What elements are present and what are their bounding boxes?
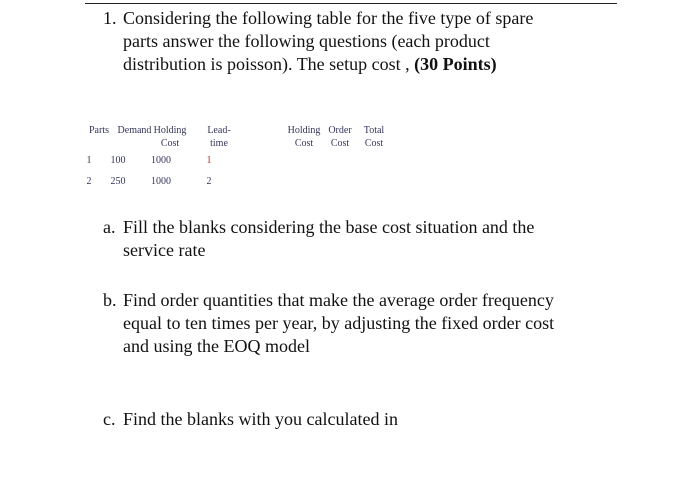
question-b xyxy=(103,289,643,358)
question-a-line-2: service rate xyxy=(123,240,206,260)
question-1-text xyxy=(103,7,623,76)
header-order-cost-line2: Cost xyxy=(330,138,350,149)
question-b-label: b. xyxy=(103,290,117,310)
question-c-line-1: Find the blanks with you calculated in xyxy=(123,409,398,429)
header-parts: Parts xyxy=(89,125,109,136)
question-a-line-1: Fill the blanks considering the base cost situation and the xyxy=(123,217,535,237)
question-1-number: 1. xyxy=(103,8,117,28)
question-c-text xyxy=(103,408,623,431)
header-holding-cost-line1: Holding xyxy=(153,125,187,136)
row-1-lead-time: 1 xyxy=(206,155,212,166)
row-2-part: 2 xyxy=(86,176,92,187)
question-b-line-1: Find order quantities that make the average order frequency xyxy=(123,290,554,310)
question-b-line-3: and using the EOQ model xyxy=(123,336,310,356)
question-a xyxy=(103,216,623,262)
header-order-cost-line1: Order xyxy=(328,125,352,136)
question-b-line-2: equal to ten times per year, by adjusting the fixed order cost xyxy=(123,313,555,333)
header-holding-cost-line2: Cost xyxy=(160,138,180,149)
header-holding-total-line1: Holding xyxy=(287,125,321,136)
question-a-text xyxy=(103,216,623,262)
question-a-label: a. xyxy=(103,217,116,237)
row-1-part: 1 xyxy=(86,155,92,166)
row-1-demand: 100 xyxy=(110,155,126,166)
spare-parts-table xyxy=(80,124,400,194)
question-1 xyxy=(103,7,623,76)
top-divider xyxy=(85,3,617,4)
row-2-holding-cost: 1000 xyxy=(151,176,171,187)
header-demand: Demand xyxy=(117,125,152,136)
question-1-line-3: distribution is poisson). The setup cost , (30 Points) xyxy=(123,54,497,74)
header-holding-total-line2: Cost xyxy=(294,138,314,149)
question-1-line-1: Considering the following table for the five type of spare xyxy=(123,8,534,28)
question-c xyxy=(103,408,623,431)
question-b-text xyxy=(103,289,643,358)
header-lead-time-line1: Lead- xyxy=(207,125,231,136)
question-1-line-2: parts answer the following questions (each product xyxy=(123,31,490,51)
header-total-cost-line2: Cost xyxy=(364,138,384,149)
question-1-points: (30 Points) xyxy=(414,54,497,74)
row-1-holding-cost: 1000 xyxy=(151,155,171,166)
row-2-lead-time: 2 xyxy=(206,176,212,187)
question-c-label: c. xyxy=(103,409,116,429)
header-lead-time-line2: time xyxy=(210,138,228,149)
header-total-cost-line1: Total xyxy=(363,125,385,136)
row-2-demand: 250 xyxy=(110,176,126,187)
